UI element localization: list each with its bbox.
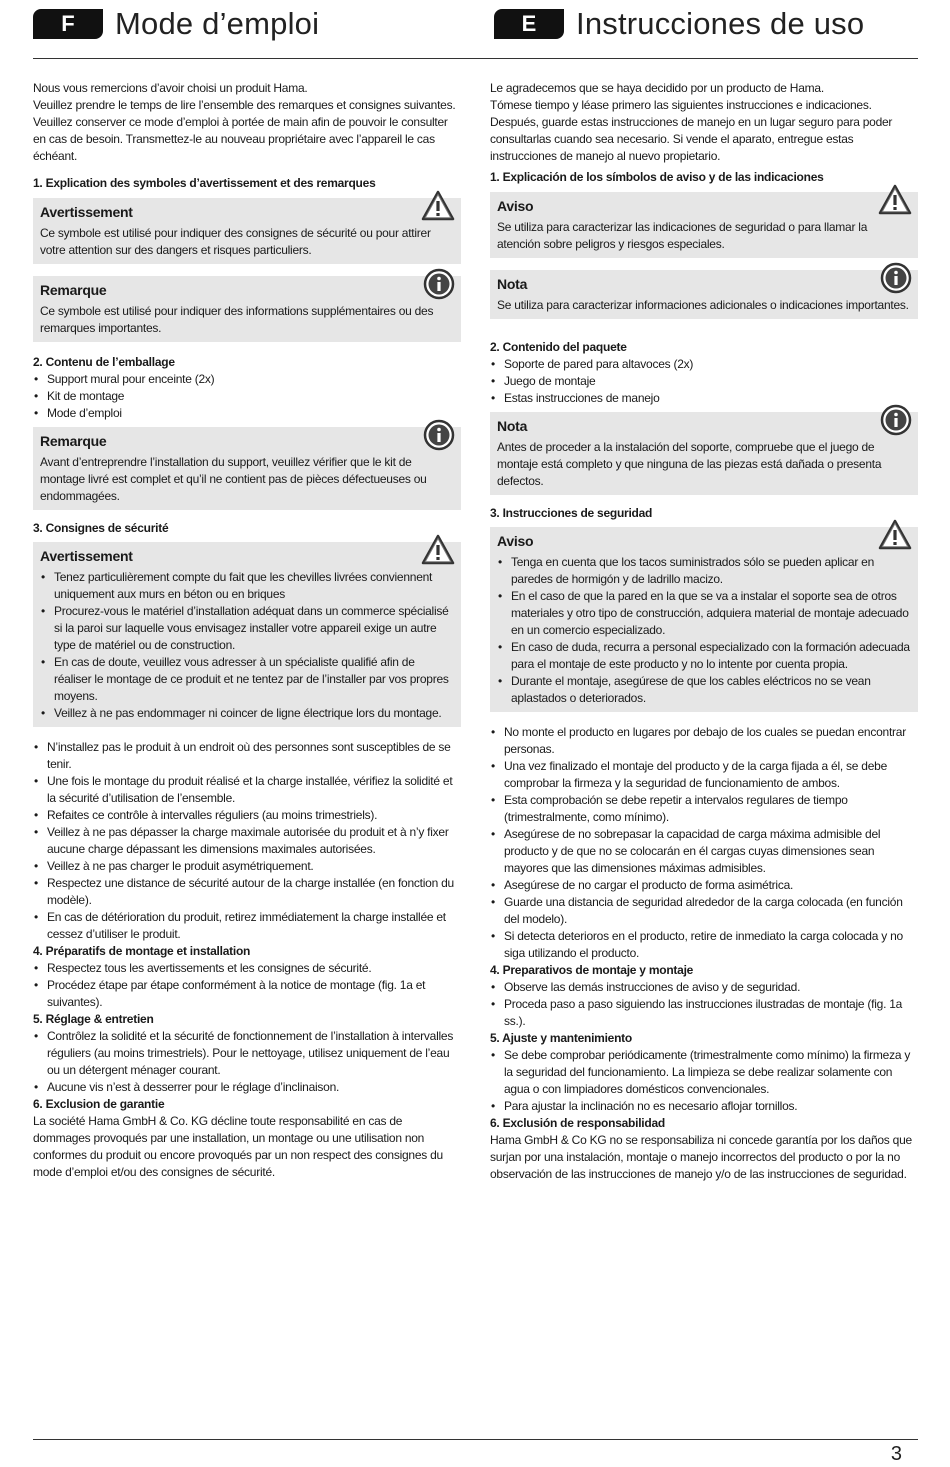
list-item: • No monte el producto en lugares por debajo de los cuales se puedan encontrar personas. — [490, 724, 918, 758]
list-item: • Estas instrucciones de manejo — [490, 390, 918, 407]
list-item: • Tenga en cuenta que los tacos suministrados sólo se pueden aplicar en paredes de hormigón y de ladrillo macizo. — [497, 554, 910, 588]
intro-line-2: Tómese tiempo y léase primero las siguientes instrucciones e indicaciones. Después, guarde estas instrucciones de manejo en un lugar seguro para poder consultarlas cuando sea necesario. Si vende el aparato, entregue estas instrucciones de manejo al nuevo propietario. — [490, 98, 893, 163]
list-item: • En cas de doute, veuillez vous adresser à un spécialiste qualifié afin de réaliser le montage de ce produit et ne tentez par de l’installer par vos propres moyens. — [40, 654, 453, 705]
warning-box — [490, 527, 918, 712]
section-6-text: Hama GmbH & Co KG no se responsabiliza ni concede garantía por los daños que surjan por una instalación, montaje o manejo incorrectos del producto o por la no observación de las instrucciones de manejo y/o de las instrucciones de seguridad. — [490, 1133, 912, 1181]
box-title: Aviso — [497, 533, 534, 549]
box-text: Antes de proceder a la instalación del soporte, compruebe que el juego de montaje está completo y que ninguna de las piezas está dañada o presenta defectos. — [497, 440, 882, 488]
list-item: • Asegúrese de no sobrepasar la capacidad de carga máxima admisible del producto y de que no se colocarán en él cargas cuyas dimensiones sean mayores que las dimensiones máximas admisibles. — [490, 826, 918, 877]
info-icon — [880, 262, 912, 294]
list-item: • Respectez une distance de sécurité autour de la charge installée (en fonction du modèle). — [33, 875, 461, 909]
info-icon — [880, 404, 912, 436]
lang-title-french: Mode d’emploi — [115, 6, 320, 41]
box-title: Remarque — [40, 282, 107, 298]
list-item: • Veillez à ne pas dépasser la charge maximale autorisée du produit et à n’y fixer aucune charge dépassant les dimensions maximales autorisées. — [33, 824, 461, 858]
warning-triangle-icon — [421, 190, 455, 222]
intro-line-1: Nous vous remercions d’avoir choisi un produit Hama. — [33, 81, 308, 95]
list-item: • Observe las demás instrucciones de aviso y de seguridad. — [490, 979, 918, 996]
section-1-title: 1. Explication des symboles d’avertissement et des remarques — [33, 176, 376, 190]
lang-title-spanish: Instrucciones de uso — [576, 6, 865, 41]
warning-triangle-icon — [421, 534, 455, 566]
list-item: • Asegúrese de no cargar el producto de forma asimétrica. — [490, 877, 918, 894]
maintenance-list — [33, 1028, 461, 1096]
list-item: • Se debe comprobar periódicamente (trimestralmente como mínimo) la firmeza y la seguridad del funcionamiento. La limpieza se debe realizar solamente con agua o con limpiadores domésticos convencionales. — [490, 1047, 918, 1098]
header-spanish — [494, 6, 864, 42]
list-item: • Contrôlez la solidité et la sécurité de fonctionnement de l’installation à intervalles réguliers (au moins trimestriels). Pour le nettoyage, utilisez uniquement de l’eau ou un détergent ménager courant. — [33, 1028, 461, 1079]
box-title: Nota — [497, 418, 528, 434]
section-2-title: 2. Contenu de l’emballage — [33, 355, 175, 369]
section-4-title: 4. Préparatifs de montage et installation — [33, 944, 251, 958]
section-4-title: 4. Preparativos de montaje y montaje — [490, 963, 694, 977]
list-item: • Tenez particulièrement compte du fait que les chevilles livrées conviennent uniquement aux murs en béton ou en briques — [40, 569, 453, 603]
lang-badge-e: E — [494, 9, 564, 39]
list-item: • Esta comprobación se debe repetir a intervalos regulares de tiempo (trimestralmente, como mínimo). — [490, 792, 918, 826]
list-item: • Veillez à ne pas endommager ni coincer de ligne électrique lors du montage. — [40, 705, 453, 722]
box-text: Se utiliza para caracterizar informaciones adicionales o indicaciones importantes. — [497, 298, 909, 312]
note-box — [490, 412, 918, 495]
header-french — [33, 6, 319, 42]
section-3-title: 3. Consignes de sécurité — [33, 521, 169, 535]
header-rule — [33, 58, 918, 59]
warning-triangle-icon — [878, 519, 912, 551]
lang-badge-f: F — [33, 9, 103, 39]
list-item: • Support mural pour enceinte (2x) — [33, 371, 461, 388]
list-item: • Guarde una distancia de seguridad alrededor de la carga colocada (en función del modelo). — [490, 894, 918, 928]
list-item: • Une fois le montage du produit réalisé et la charge installée, vérifiez la solidité et la sécurité d’utilisation de l’ensemble. — [33, 773, 461, 807]
warning-list — [40, 569, 453, 722]
warning-box — [33, 198, 461, 264]
section-1-title: 1. Explicación de los símbolos de aviso y de las indicaciones — [490, 170, 824, 184]
section-5-title: 5. Ajuste y mantenimiento — [490, 1031, 633, 1045]
list-item: • Si detecta deterioros en el producto, retire de inmediato la carga colocada y no siga utilizando el producto. — [490, 928, 918, 962]
intro-text — [490, 80, 918, 165]
box-title: Remarque — [40, 433, 107, 449]
list-item: • Kit de montage — [33, 388, 461, 405]
list-item: • En cas de détérioration du produit, retirez immédiatement la charge installée et cessez d’utiliser le produit. — [33, 909, 461, 943]
box-title: Aviso — [497, 198, 534, 214]
box-text: Ce symbole est utilisé pour indiquer des consignes de sécurité ou pour attirer votre attention sur des dangers et risques particuliers. — [40, 226, 431, 257]
list-item: • N’installez pas le produit à un endroit où des personnes sont susceptibles de se tenir. — [33, 739, 461, 773]
mounting-list — [33, 960, 461, 1011]
list-item: • Para ajustar la inclinación no es necesario aflojar tornillos. — [490, 1098, 918, 1115]
warning-box — [33, 542, 461, 727]
section-6-title: 6. Exclusion de garantie — [33, 1097, 165, 1111]
list-item: • Refaites ce contrôle à intervalles réguliers (au moins trimestriels). — [33, 807, 461, 824]
box-text: Se utiliza para caracterizar las indicaciones de seguridad o para llamar la atención sobre peligros y riesgos especiales. — [497, 220, 868, 251]
intro-text — [33, 80, 461, 165]
list-item: • Soporte de pared para altavoces (2x) — [490, 356, 918, 373]
note-box — [33, 276, 461, 342]
box-title: Avertissement — [40, 204, 133, 220]
safety-list — [33, 739, 461, 943]
list-item: • Proceda paso a paso siguiendo las instrucciones ilustradas de montaje (fig. 1a ss.). — [490, 996, 918, 1030]
list-item: • Respectez tous les avertissements et les consignes de sécurité. — [33, 960, 461, 977]
list-item: • Veillez à ne pas charger le produit asymétriquement. — [33, 858, 461, 875]
info-icon — [423, 419, 455, 451]
package-contents-list — [33, 371, 461, 422]
page-number: 3 — [890, 1443, 902, 1465]
safety-list — [490, 724, 918, 962]
box-text: Avant d’entreprendre l’installation du support, veuillez vérifier que le kit de montage livré est complet et qu’il ne contient pas de pièces défectueuses ou endommagées. — [40, 455, 427, 503]
list-item: • Mode d’emploi — [33, 405, 461, 422]
column-spanish — [490, 80, 918, 1183]
package-contents-list — [490, 356, 918, 407]
note-box — [33, 427, 461, 510]
section-6-title: 6. Exclusión de responsabilidad — [490, 1116, 665, 1130]
section-3-title: 3. Instrucciones de seguridad — [490, 506, 653, 520]
intro-line-1: Le agradecemos que se haya decidido por un producto de Hama. — [490, 81, 824, 95]
warning-triangle-icon — [878, 184, 912, 216]
list-item: • Aucune vis n’est à desserrer pour le réglage d’inclinaison. — [33, 1079, 461, 1096]
column-french — [33, 80, 461, 1181]
warning-list — [497, 554, 910, 707]
list-item: • Procurez-vous le matériel d’installation adéquat dans un commerce spécialisé si la paroi sur laquelle vous envisagez installer votre appareil exige un autre type de matériel ou de construction. — [40, 603, 453, 654]
box-title: Nota — [497, 276, 528, 292]
list-item: • En caso de duda, recurra a personal especializado con la formación adecuada para el montaje de este producto y no lo intente por cuenta propia. — [497, 639, 910, 673]
box-text: Ce symbole est utilisé pour indiquer des informations supplémentaires ou des remarques importantes. — [40, 304, 434, 335]
intro-line-2: Veuillez prendre le temps de lire l’ensemble des remarques et consignes suivantes. Veuillez conserver ce mode d’emploi à portée de main afin de pouvoir le consulter en cas de besoin. Transmettez-le au nouveau propriétaire avec l’appareil le cas échéant. — [33, 98, 456, 163]
footer-rule — [33, 1439, 918, 1440]
list-item: • Procédez étape par étape conformément à la notice de montage (fig. 1a et suivantes). — [33, 977, 461, 1011]
warning-box — [490, 192, 918, 258]
section-2-title: 2. Contenido del paquete — [490, 340, 627, 354]
list-item: • Juego de montaje — [490, 373, 918, 390]
info-icon — [423, 268, 455, 300]
mounting-list — [490, 979, 918, 1030]
box-title: Avertissement — [40, 548, 133, 564]
list-item: • Una vez finalizado el montaje del producto y de la carga fijada a él, se debe comprobar la firmeza y la seguridad de funcionamiento de ambos. — [490, 758, 918, 792]
list-item: • Durante el montaje, asegúrese de que los cables eléctricos no se vean aplastados o deteriorados. — [497, 673, 910, 707]
list-item: • En el caso de que la pared en la que se va a instalar el soporte sea de otros materiales y otro tipo de construcción, adquiera material de montaje adecuado en un comercio especializado. — [497, 588, 910, 639]
page-header — [0, 6, 950, 46]
note-box — [490, 270, 918, 319]
section-6-text: La société Hama GmbH & Co. KG décline toute responsabilité en cas de dommages provoqués par une installation, un montage ou une utilisation non conformes du produit ou encore provoqués par un non respect des consignes du mode d’emploi et/ou des consignes de sécurité. — [33, 1114, 443, 1179]
maintenance-list — [490, 1047, 918, 1115]
section-5-title: 5. Réglage & entretien — [33, 1012, 154, 1026]
